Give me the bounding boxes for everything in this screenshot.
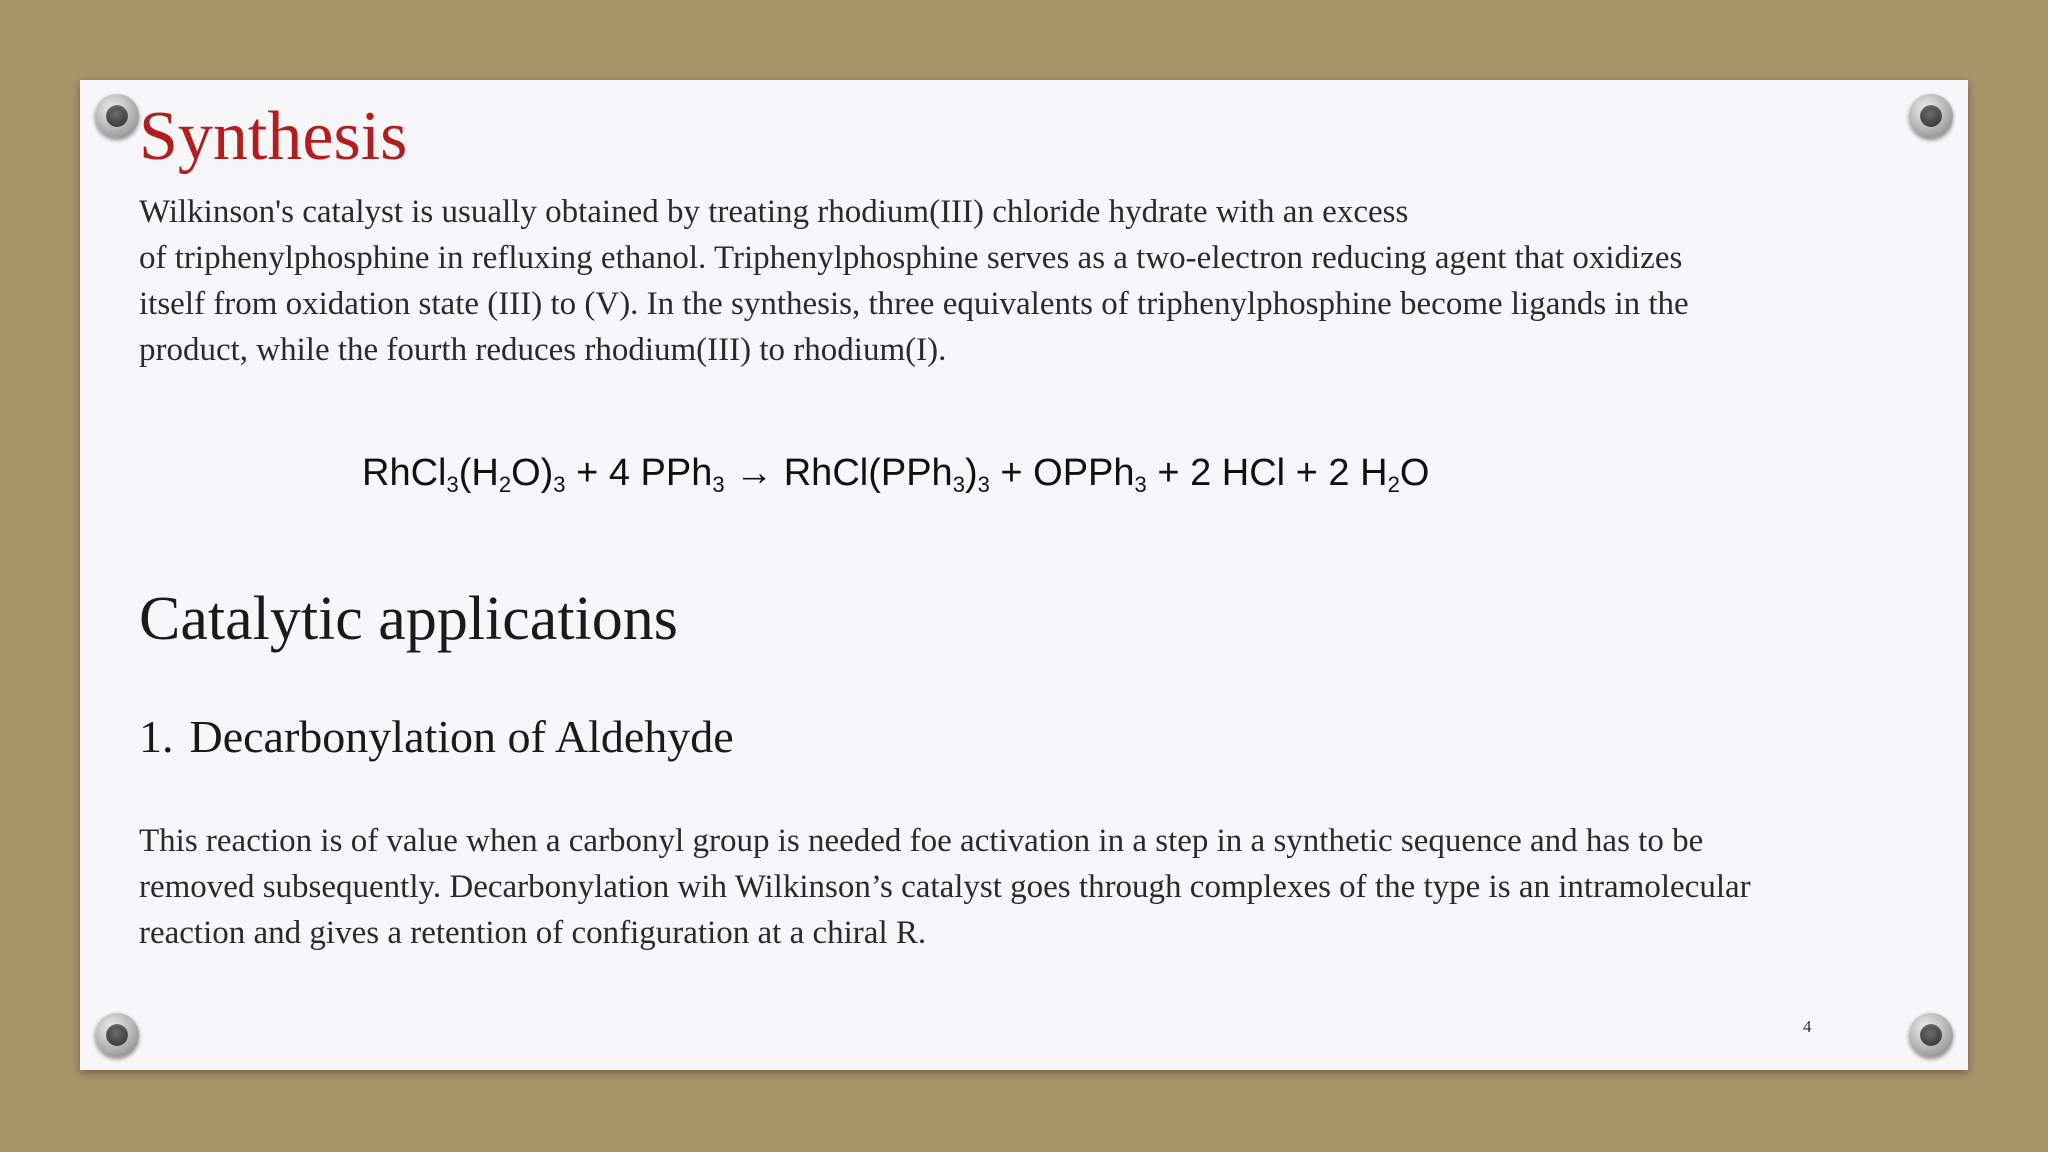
screw-bottom-right-icon (1909, 1013, 1953, 1057)
synthesis-line: product, while the fourth reduces rhodium(III) to rhodium(I). (139, 332, 947, 368)
screw-top-right-icon (1909, 94, 1953, 138)
synthesis-line: of triphenylphosphine in refluxing ethanol. Triphenylphosphine serves as a two-electron reducing agent that oxidizes (139, 240, 1683, 276)
synthesis-paragraph (139, 189, 1899, 373)
page-number: 4 (1803, 1017, 1812, 1036)
application-line: reaction and gives a retention of configuration at a chiral R. (139, 915, 927, 951)
subsection-number: 1. (139, 711, 174, 762)
subsection-heading (139, 711, 734, 762)
synthesis-line: itself from oxidation state (III) to (V). In the synthesis, three equivalents of triphenylphosphine become ligands in the (139, 286, 1689, 322)
application-line: This reaction is of value when a carbonyl group is needed foe activation in a step in a synthetic sequence and has to be (139, 823, 1704, 859)
subsection-title: Decarbonylation of Aldehyde (189, 711, 734, 762)
screw-top-left-icon (95, 94, 139, 138)
application-paragraph (139, 818, 1959, 956)
screw-bottom-left-icon (95, 1013, 139, 1057)
slide-title: Synthesis (139, 98, 408, 175)
application-line: removed subsequently. Decarbonylation wih Wilkinson’s catalyst goes through complexes of the type is an intramolecular (139, 869, 1751, 905)
section-heading: Catalytic applications (139, 585, 678, 653)
synthesis-equation: $RhCl_3(H_2O)_3 + 4$ $PPh_3 \to RhCl(PPh_3)_3$ + OPPh$_3$ + 2 HCl + 2 $H_2O$ (362, 452, 1430, 497)
synthesis-line: Wilkinson's catalyst is usually obtained by treating rhodium(III) chloride hydrate with an excess (139, 194, 1409, 230)
